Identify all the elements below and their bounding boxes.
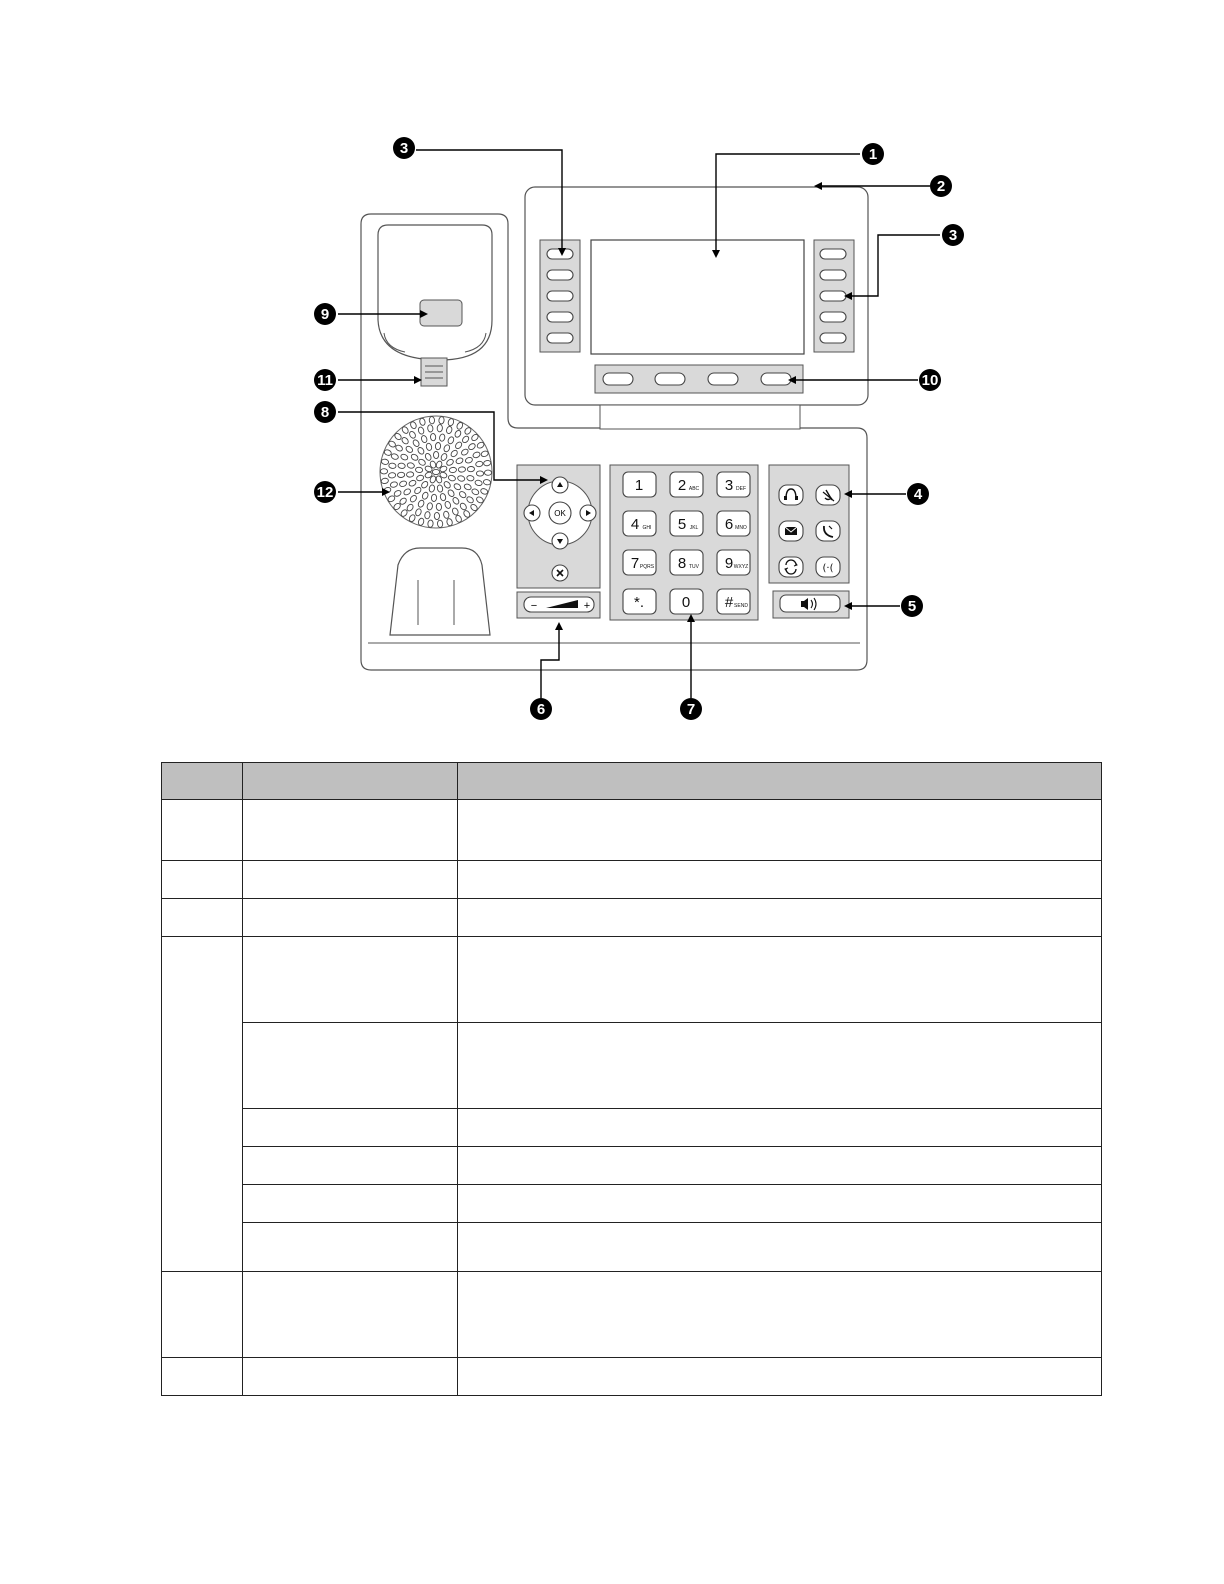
line-key[interactable] xyxy=(820,291,846,301)
svg-text:4: 4 xyxy=(913,486,923,503)
keypad-key-7[interactable] xyxy=(623,550,656,575)
handset-rest xyxy=(390,548,490,635)
svg-text:7: 7 xyxy=(686,701,696,718)
svg-text:2: 2 xyxy=(677,477,687,494)
navigation-keys xyxy=(517,465,600,588)
lcd-screen xyxy=(591,240,804,354)
row-item xyxy=(243,1223,458,1272)
line-key[interactable] xyxy=(820,312,846,322)
parts-table xyxy=(161,762,1102,1396)
row-desc xyxy=(458,1185,1102,1223)
handset-cradle xyxy=(378,225,492,360)
row-desc xyxy=(458,1223,1102,1272)
svg-text:1: 1 xyxy=(634,477,644,494)
svg-text:SEND: SEND xyxy=(734,603,748,609)
table-row xyxy=(162,861,1102,899)
svg-text:JKL: JKL xyxy=(689,525,699,531)
row-no xyxy=(162,800,243,861)
volume-key[interactable] xyxy=(517,592,600,618)
keypad-key-3[interactable] xyxy=(717,472,750,497)
svg-text:3: 3 xyxy=(724,477,734,494)
row-item xyxy=(243,899,458,937)
row-no xyxy=(162,861,243,899)
svg-text:PQRS: PQRS xyxy=(639,564,655,570)
table-row xyxy=(162,800,1102,861)
table-row xyxy=(162,937,1102,1023)
keypad-key-#[interactable] xyxy=(717,589,750,614)
svg-text:DEF: DEF xyxy=(736,486,746,492)
row-desc xyxy=(458,1147,1102,1185)
row-item xyxy=(243,861,458,899)
svg-text:0: 0 xyxy=(681,594,691,611)
row-item xyxy=(243,1147,458,1185)
callout-marker-8 xyxy=(314,401,336,423)
speaker xyxy=(380,416,492,528)
row-item xyxy=(243,1185,458,1223)
row-desc xyxy=(458,800,1102,861)
keypad-key-9[interactable] xyxy=(717,550,750,575)
soft-key[interactable] xyxy=(655,373,685,385)
callout-marker-2 xyxy=(930,175,952,197)
row-desc xyxy=(458,899,1102,937)
svg-text:(·(: (·( xyxy=(822,563,834,574)
svg-text:5: 5 xyxy=(907,598,917,615)
line-key[interactable] xyxy=(820,249,846,259)
svg-text:8: 8 xyxy=(677,555,687,572)
callout-marker-1 xyxy=(862,143,884,165)
soft-key[interactable] xyxy=(761,373,791,385)
callout-marker-11 xyxy=(314,369,336,391)
soft-key[interactable] xyxy=(603,373,633,385)
ok-label: OK xyxy=(554,509,566,518)
svg-text:1: 1 xyxy=(868,146,878,163)
svg-text:5: 5 xyxy=(677,516,687,533)
row-desc xyxy=(458,1358,1102,1396)
table-row xyxy=(162,1272,1102,1358)
svg-text:4: 4 xyxy=(630,516,640,533)
phone-diagram xyxy=(0,0,1224,740)
svg-text:*.: *. xyxy=(633,594,645,611)
header-no xyxy=(162,763,243,800)
row-item xyxy=(243,1023,458,1109)
callout-marker-7 xyxy=(680,698,702,720)
row-no xyxy=(162,1358,243,1396)
row-desc xyxy=(458,1023,1102,1109)
callout-marker-3 xyxy=(942,224,964,246)
line-key[interactable] xyxy=(820,333,846,343)
row-desc xyxy=(458,861,1102,899)
table-row xyxy=(162,1223,1102,1272)
display-hinge xyxy=(600,405,800,429)
keypad-key-4[interactable] xyxy=(623,511,656,536)
row-no xyxy=(162,1272,243,1358)
line-key[interactable] xyxy=(547,270,573,280)
keypad-key-0[interactable] xyxy=(670,589,703,614)
callout-marker-12 xyxy=(314,481,336,503)
hookswitch[interactable] xyxy=(421,358,447,386)
svg-text:ABC: ABC xyxy=(688,486,700,492)
callout-marker-6 xyxy=(530,698,552,720)
svg-text:GHI: GHI xyxy=(642,525,652,531)
feature-keys xyxy=(769,465,849,583)
headset-icon[interactable] xyxy=(779,485,803,505)
line-key[interactable] xyxy=(547,312,573,322)
svg-text:3: 3 xyxy=(948,227,958,244)
keypad-key-8[interactable] xyxy=(670,550,703,575)
svg-text:WXYZ: WXYZ xyxy=(733,564,749,570)
mute-icon[interactable] xyxy=(816,485,840,505)
svg-text:#: # xyxy=(724,594,734,611)
table-row xyxy=(162,1023,1102,1109)
row-desc xyxy=(458,1109,1102,1147)
keypad-key-5[interactable] xyxy=(670,511,703,536)
table-row xyxy=(162,1185,1102,1223)
callout-marker-3 xyxy=(393,137,415,159)
table-row xyxy=(162,1147,1102,1185)
row-item xyxy=(243,1272,458,1358)
volume-plus-label: + xyxy=(583,600,591,612)
row-no xyxy=(162,937,243,1272)
volume-minus-label: − xyxy=(530,600,538,612)
header-item xyxy=(243,763,458,800)
header-description xyxy=(458,763,1102,800)
svg-text:MNO: MNO xyxy=(735,525,747,531)
soft-key[interactable] xyxy=(708,373,738,385)
table-row xyxy=(162,899,1102,937)
svg-text:2: 2 xyxy=(936,178,946,195)
svg-text:6: 6 xyxy=(724,516,734,533)
reversible-tab xyxy=(420,300,462,326)
svg-text:9: 9 xyxy=(724,555,734,572)
callout-marker-9 xyxy=(314,303,336,325)
row-item xyxy=(243,1358,458,1396)
keypad-key-6[interactable] xyxy=(717,511,750,536)
svg-text:12: 12 xyxy=(316,484,334,501)
line-key[interactable] xyxy=(820,270,846,280)
keypad-key-2[interactable] xyxy=(670,472,703,497)
table-header-row xyxy=(162,763,1102,800)
svg-text:3: 3 xyxy=(399,140,409,157)
table-row xyxy=(162,1109,1102,1147)
svg-text:9: 9 xyxy=(320,306,330,323)
svg-text:10: 10 xyxy=(921,372,939,389)
keypad-key-1[interactable] xyxy=(623,472,656,497)
transfer-icon[interactable] xyxy=(816,521,840,541)
soft-keys xyxy=(595,365,803,393)
svg-text:11: 11 xyxy=(317,372,333,389)
svg-text:TUV: TUV xyxy=(689,564,699,570)
svg-text:8: 8 xyxy=(320,404,330,421)
row-item xyxy=(243,1109,458,1147)
line-key[interactable] xyxy=(547,333,573,343)
callout-marker-5 xyxy=(901,595,923,617)
callout-marker-10 xyxy=(919,369,941,391)
svg-text:7: 7 xyxy=(630,555,640,572)
line-keys-left xyxy=(540,240,580,352)
row-item xyxy=(243,937,458,1023)
row-item xyxy=(243,800,458,861)
callout-marker-4 xyxy=(907,483,929,505)
row-desc xyxy=(458,937,1102,1023)
svg-text:6: 6 xyxy=(536,701,546,718)
keypad-key-*.[interactable] xyxy=(623,589,656,614)
row-no xyxy=(162,899,243,937)
table-row xyxy=(162,1358,1102,1396)
speakerphone-key[interactable] xyxy=(773,591,849,618)
line-key[interactable] xyxy=(547,291,573,301)
row-desc xyxy=(458,1272,1102,1358)
